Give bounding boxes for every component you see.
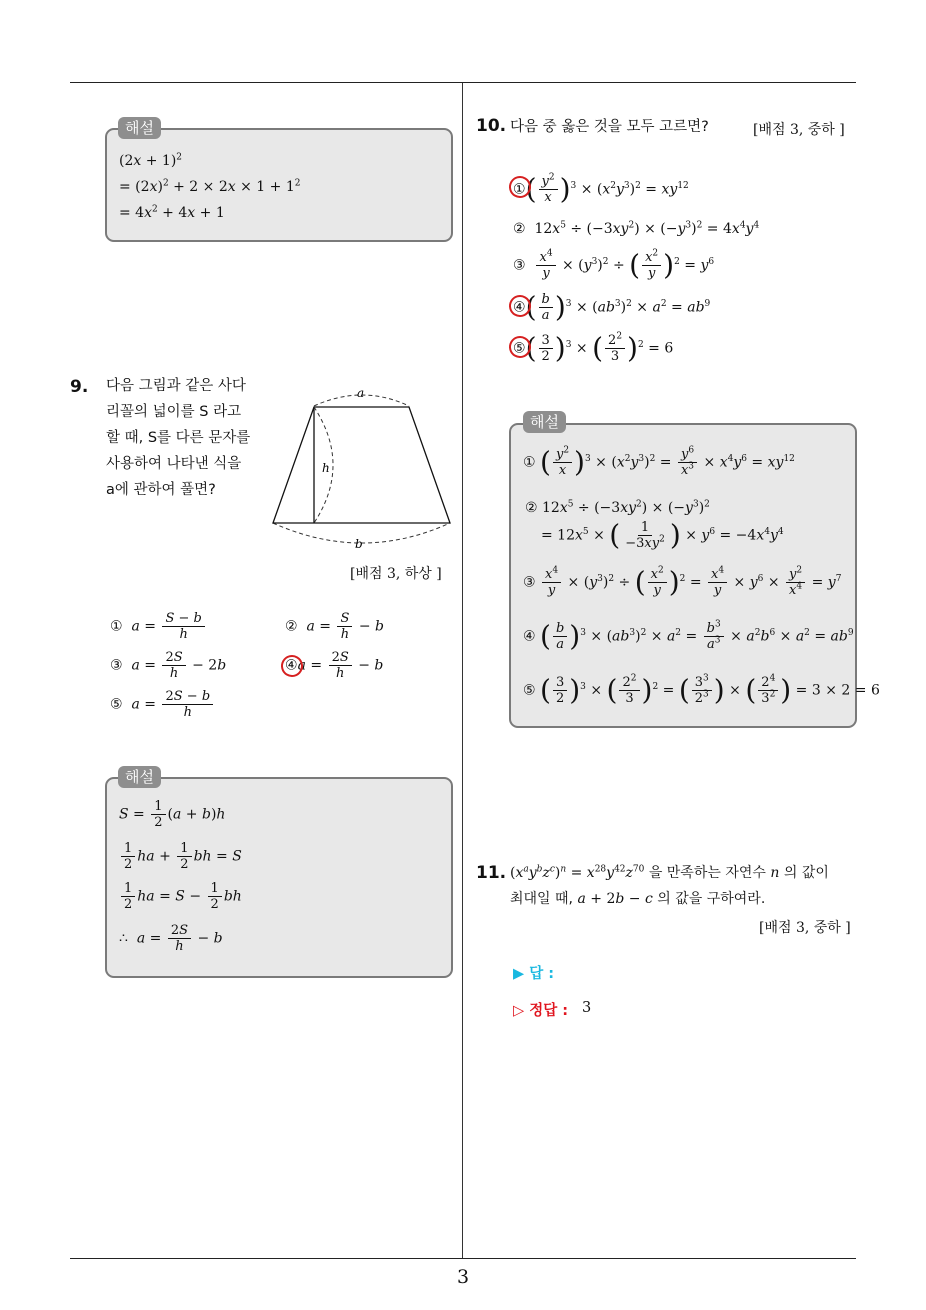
choice-mark: ⑤	[513, 340, 526, 357]
q10-grade: [배점 3, 중하 ]	[753, 122, 845, 138]
q10-choice-2: ② $12x^5 \div (-3xy^2) \times (-y^3)^2 = 4x^4y^4$	[513, 220, 760, 237]
q11-answer-label: ▶ 답 :	[513, 966, 555, 982]
q9-text-line-5: a에 관하여 풀면?	[106, 482, 216, 498]
q9-choice-4: ④a = $\frac{2S}{h}$ − b	[285, 650, 384, 681]
q11-line1-suffix: 을 만족하는 자연수	[648, 865, 766, 881]
q9-choice-5: ⑤ a = $\frac{2S - b}{h}$	[110, 689, 215, 720]
q9-choice-3: ③ a = $\frac{2S}{h}$ − 2b	[110, 650, 227, 681]
q10-solution-5: ⑤ ( $\frac{3}{2}$ )$^3$ × ( $\frac{2^2}{3}$ )$^2$ = ( $\frac{3^3}{2^3}$ ) × ( $\frac{2^4}{3^2}$ ) = 3 × 2 = 6	[523, 673, 880, 707]
figure-label-b: b	[355, 537, 363, 551]
q9-choice-2: ② a = $\frac{S}{h}$ − b	[285, 611, 384, 642]
q10-choice-1: ①( $\frac{y^2}{x}$ )$^3 \times (x^2y^3)^2 = xy^{12}$	[513, 172, 689, 206]
q11-line2-suffix: 의 값을 구하여라.	[657, 891, 766, 907]
top-rule	[70, 82, 856, 83]
q9-text-line-2: 리꼴의 넓이를 S 라고	[106, 404, 242, 420]
q9-text-line-3: 할 때, S를 다른 문자를	[106, 430, 251, 446]
q10-choice-3: ③ $\frac{x^4}{y}$ × $(y^3)^2$ ÷ ( $\frac{x^2}{y}$ )$^2 = y^6$	[513, 248, 715, 282]
page-number: 3	[456, 1266, 470, 1288]
q9-grade: [배점 3, 하상 ]	[350, 566, 442, 582]
q11-line-2: 최대일 때, a + 2b − c 의 값을 구하여라.	[510, 891, 766, 907]
q9-solution-line-3: $\frac{1}{2}$ ha = S − $\frac{1}{2}$ bh	[119, 881, 242, 912]
choice-mark: ②	[513, 221, 526, 237]
q11-line2-prefix: 최대일 때,	[510, 891, 573, 907]
q9-solution-tag: 해설	[118, 766, 161, 788]
q10-solution-box	[509, 423, 880, 728]
figure-label-h: h	[322, 461, 330, 475]
choice-mark: ③	[513, 257, 526, 274]
bottom-rule	[70, 1258, 856, 1259]
q10-text: 다음 중 옳은 것을 모두 고르면?	[510, 119, 709, 135]
q10-solution-4: ④ ( $\frac{b}{a}$ )$^3 \times (ab^3)^2 \times a^2$ = $\frac{b^3}{a^3}$ × $a^2b^6 \times a^2 = ab^9$	[523, 619, 854, 653]
q8-solution-line-2: = $(2x)^2 + 2 \times 2x \times 1 + 1^2$	[119, 178, 301, 195]
q10-choice-4: ④( $\frac{b}{a}$ )$^3 \times (ab^3)^2 \times a^2 = ab^9$	[513, 290, 711, 324]
figure-label-a: a	[357, 386, 365, 400]
q10-solution-2a: ② $12x^5 \div (-3xy^2) \times (-y^3)^2$	[525, 499, 710, 516]
q11-line-1: $(x^ay^bz^c)^n = x^{28}y^{42}z^{70}$ 을 만족하는 자연수 n 의 값이	[510, 864, 829, 881]
q9-solution-line-1: S = $\frac{1}{2}$ (a + b)h	[119, 799, 226, 830]
q8-solution-line-1: $(2x + 1)^2$	[119, 152, 183, 169]
q8-solution-box	[105, 128, 453, 242]
q11-line1-tail: 의 값이	[783, 865, 829, 881]
q11-correct-label: ▷ 정답 :	[513, 1003, 569, 1019]
choice-mark: ②	[285, 618, 298, 635]
q11-number: 11.	[476, 863, 507, 883]
q10-choice-5: ⑤( $\frac{3}{2}$ )$^3$ × ( $\frac{2^2}{3}$ )$^2$ = 6	[513, 331, 674, 365]
q9-text-line-1: 다음 그림과 같은 사다	[106, 378, 246, 394]
trapezoid-figure	[262, 380, 458, 555]
q9-solution-line-2: $\frac{1}{2}$ ha + $\frac{1}{2}$ bh = S	[119, 841, 242, 872]
choice-mark: ④	[285, 657, 298, 674]
choice-mark: ①	[513, 181, 526, 198]
q10-solution-1: ① ( $\frac{y^2}{x}$ )$^3 \times (x^2y^3)^2$ = $\frac{y^6}{x^3}$ × $x^4y^6 = xy^{12}$	[523, 445, 795, 479]
q9-solution-line-4: ∴ a = $\frac{2S}{h}$ − b	[119, 923, 223, 954]
column-divider	[462, 83, 463, 1259]
choice-mark: ④	[513, 299, 526, 316]
q8-solution-tag: 해설	[118, 117, 161, 139]
choice-mark: ③	[110, 657, 123, 674]
q10-solution-tag: 해설	[523, 411, 566, 433]
q9-number: 9.	[70, 377, 89, 397]
q9-text-line-4: 사용하여 나타낸 식을	[106, 456, 242, 472]
q8-solution-line-3: = $4x^2 + 4x + 1$	[119, 204, 225, 221]
q9-choice-1: ① a = $\frac{S - b}{h}$	[110, 611, 207, 642]
q11-correct-value: 3	[582, 1000, 592, 1016]
choice-mark: ⑤	[110, 696, 123, 713]
q10-solution-3: ③ $\frac{x^4}{y}$ × $(y^3)^2$ ÷ ( $\frac{x^2}{y}$ )$^2$ = $\frac{x^4}{y}$ × $y^6$ × $\frac{y^2}{x^4}$ = $y^7$	[523, 565, 842, 599]
q9-solution-box	[105, 777, 453, 978]
q11-grade: [배점 3, 중하 ]	[759, 920, 851, 936]
choice-mark: ①	[110, 618, 123, 635]
q10-solution-2b: = $12x^5$ × ( $\frac{1}{-3xy^2}$ ) × $y^6 = -4x^4y^4$	[541, 518, 784, 552]
q10-number: 10.	[476, 116, 507, 136]
